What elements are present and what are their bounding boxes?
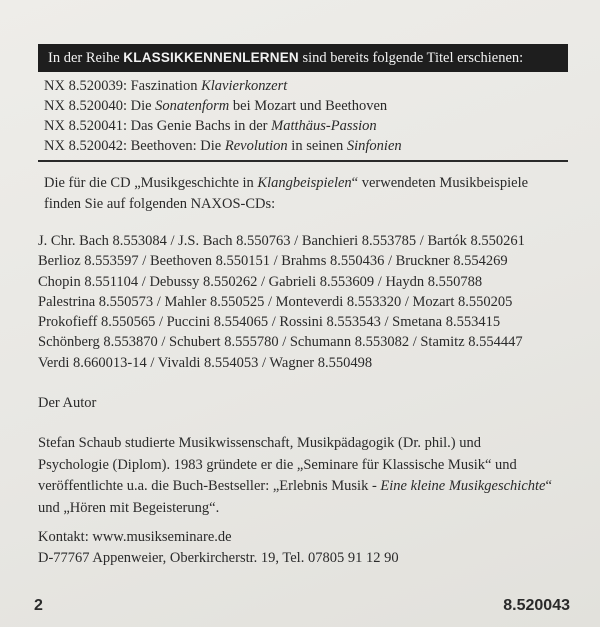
author-bio-line: veröffentlichte u.a. die Buch-Bestseller: „Erlebnis Musik - [38,478,381,494]
series-italic: Sinfonien [346,138,402,154]
series-text: Die [126,98,156,114]
author-bio [38,433,568,519]
cd-list-line: Berlioz 8.553597 / Beethoven 8.550151 / Brahms 8.550436 / Bruckner 8.554269 [38,253,508,270]
series-code: NX 8.520040: [44,98,127,114]
author-bio-line: Psychologie (Diplom). 1983 gründete er die „Seminare für Klassische Musik“ und [38,456,517,473]
author-bio-line: Stefan Schaub studierte Musikwissenschaft, Musikpädagogik (Dr. phil.) und [38,435,481,451]
author-bio-italic: Eine kleine Musikgeschichte [380,478,546,494]
series-code: NX 8.520042: [44,138,127,154]
cd-list-line: Schönberg 8.553870 / Schubert 8.555780 / Schumann 8.553082 / Stamitz 8.554447 [38,334,523,351]
banner-post: sind bereits folgende Titel erschienen: [298,50,524,66]
author-bio-line: “ [545,478,552,494]
cd-intro-line: finden Sie auf folgenden NAXOS-CDs: [44,196,276,212]
series-title-item [44,76,574,96]
series-text: in seinen [287,138,347,154]
series-code: NX 8.520039: [44,78,127,94]
series-title-item [44,116,574,136]
cd-list-line: J. Chr. Bach 8.553084 / J.S. Bach 8.550763 / Banchieri 8.553785 / Bartók 8.550261 [38,233,525,249]
cd-intro-text [44,173,574,215]
section-divider [38,160,568,162]
series-title-item [44,96,574,116]
page-number: 2 [34,597,43,614]
series-italic: Revolution [224,138,288,154]
series-italic: Matthäus-Passion [271,118,377,134]
series-title-item [44,136,574,156]
cd-intro-line: “ verwendeten Musikbeispiele [351,175,529,191]
series-banner [38,44,568,72]
series-text: Beethoven: Die [126,138,225,154]
contact-website: Kontakt: www.musikseminare.de [38,529,232,545]
cd-list-line: Prokofieff 8.550565 / Puccini 8.554065 / Rossini 8.553543 / Smetana 8.553415 [38,314,501,331]
contact-address: D-77767 Appenweier, Oberkircherstr. 19, Tel. 07805 91 12 90 [38,550,399,566]
series-title-list [44,76,574,156]
banner-pre: In der Reihe [48,50,124,66]
cd-intro-italic: Klangbeispielen [257,175,352,191]
author-heading: Der Autor [38,395,97,411]
author-bio-line: und „Hören mit Begeisterung“. [38,499,220,516]
series-italic: Klavierkonzert [201,78,288,94]
series-text: Das Genie Bachs in der [126,118,272,134]
series-italic: Sonatenform [155,98,230,114]
series-text: Faszination [126,78,202,94]
catalog-number: 8.520043 [503,597,570,614]
series-code: NX 8.520041: [44,118,127,134]
naxos-cd-list [38,231,578,373]
cd-list-line: Chopin 8.551104 / Debussy 8.550262 / Gabrieli 8.553609 / Haydn 8.550788 [38,273,483,290]
cd-list-line: Palestrina 8.550573 / Mahler 8.550525 / Monteverdi 8.553320 / Mozart 8.550205 [38,293,513,310]
cd-list-line: Verdi 8.660013-14 / Vivaldi 8.554053 / Wagner 8.550498 [38,354,373,371]
banner-series-name: KLASSIKKENNENLERNEN [123,50,299,65]
series-text: bei Mozart und Beethoven [229,98,388,114]
cd-intro-line: Die für die CD „Musikgeschichte in [44,175,258,191]
contact-block [38,527,399,569]
